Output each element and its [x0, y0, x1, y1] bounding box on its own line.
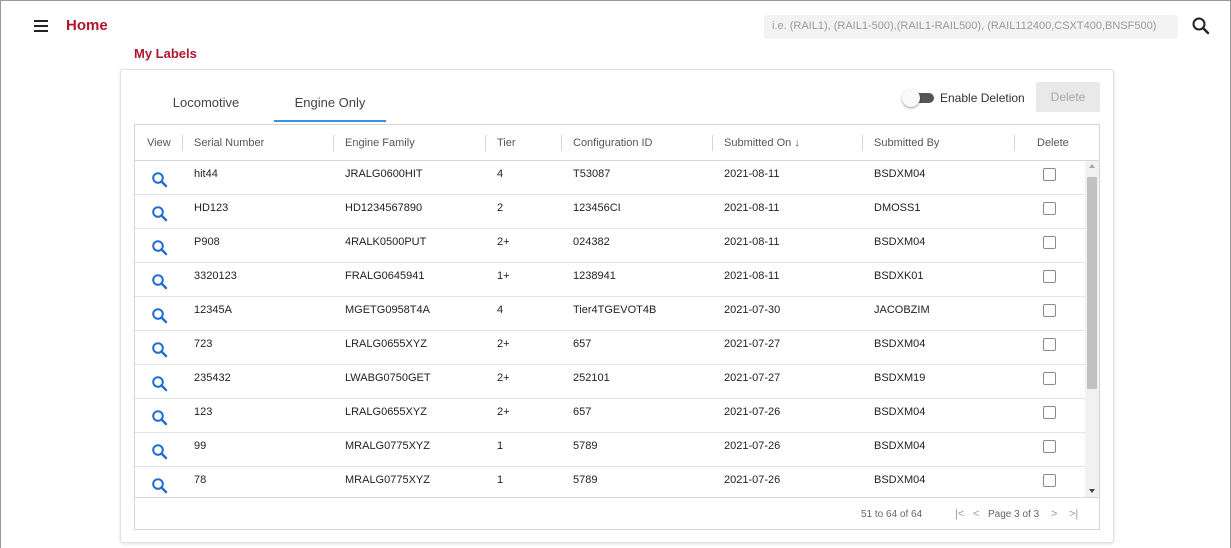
table-header [135, 125, 1099, 161]
serial-number-cell: HD123 [194, 202, 229, 214]
row-range-text: 51 to 64 of 64 [861, 509, 923, 520]
previous-page-icon[interactable]: < [973, 508, 980, 520]
table-row[interactable] [135, 365, 1085, 399]
submitted-by-cell: BSDXM04 [874, 338, 926, 350]
delete-checkbox[interactable] [1043, 406, 1056, 419]
serial-number-cell: 78 [194, 474, 207, 486]
submitted-on-cell: 2021-07-30 [724, 304, 781, 316]
scroll-up-arrow-icon[interactable] [1089, 164, 1095, 168]
configuration-id-cell: 5789 [573, 440, 598, 452]
scroll-thumb[interactable] [1087, 177, 1097, 389]
delete-checkbox[interactable] [1043, 474, 1056, 487]
last-page-icon[interactable]: >| [1069, 508, 1079, 520]
table-row[interactable] [135, 297, 1085, 331]
delete-checkbox[interactable] [1043, 236, 1056, 249]
serial-number-cell: hit44 [194, 168, 218, 180]
configuration-id-cell: 024382 [573, 236, 610, 248]
scroll-down-arrow-icon[interactable] [1089, 489, 1095, 493]
table-row[interactable] [135, 263, 1085, 297]
page-indicator: Page 3 of 3 [988, 509, 1040, 520]
table-row[interactable] [135, 229, 1085, 263]
submitted-on-cell: 2021-08-11 [724, 202, 780, 214]
submitted-by-cell: BSDXM04 [874, 440, 926, 452]
serial-number-cell: 723 [194, 338, 213, 350]
view-magnifier-icon[interactable] [151, 443, 169, 461]
submitted-by-cell: DMOSS1 [874, 202, 921, 214]
configuration-id-cell: 1238941 [573, 270, 616, 282]
view-magnifier-icon[interactable] [151, 273, 169, 291]
tab-engine-only[interactable]: Engine Only [294, 95, 366, 110]
search-input[interactable]: i.e. (RAIL1), (RAIL1-500),(RAIL1-RAIL500), (RAIL112400,CSXT400,BNSF500) [764, 15, 1178, 39]
submitted-by-cell: BSDXM04 [874, 474, 926, 486]
column-header-view[interactable]: View [147, 137, 171, 149]
view-magnifier-icon[interactable] [151, 239, 169, 257]
submitted-by-cell: BSDXM04 [874, 236, 926, 248]
column-header-tier[interactable]: Tier [497, 137, 516, 149]
table-row[interactable] [135, 195, 1085, 229]
serial-number-cell: 235432 [194, 372, 231, 384]
tier-cell: 1+ [497, 270, 510, 282]
delete-checkbox[interactable] [1043, 440, 1056, 453]
engine-family-cell: 4RALK0500PUT [345, 236, 427, 248]
submitted-on-cell: 2021-08-11 [724, 270, 780, 282]
delete-checkbox[interactable] [1043, 270, 1056, 283]
search-icon[interactable] [1191, 16, 1211, 36]
active-tab-indicator [274, 120, 386, 122]
column-header-submitted-on[interactable] [712, 125, 800, 161]
tier-cell: 4 [497, 304, 504, 316]
delete-button[interactable]: Delete [1036, 82, 1100, 112]
submitted-on-cell: 2021-08-11 [724, 168, 780, 180]
delete-checkbox[interactable] [1043, 168, 1056, 181]
serial-number-cell: 3320123 [194, 270, 237, 282]
delete-checkbox[interactable] [1043, 338, 1056, 351]
top-bar [0, 0, 1231, 50]
submitted-on-cell: 2021-07-27 [724, 372, 781, 384]
submitted-on-label: Submitted On [724, 137, 792, 149]
configuration-id-cell: 252101 [573, 372, 610, 384]
submitted-on-cell: 2021-08-11 [724, 236, 780, 248]
table-row[interactable] [135, 433, 1085, 467]
configuration-id-cell: 123456CI [573, 202, 621, 214]
table-row[interactable] [135, 331, 1085, 365]
submitted-on-cell: 2021-07-26 [724, 474, 781, 486]
tier-cell: 1 [497, 474, 504, 486]
engine-family-cell: FRALG0645941 [345, 270, 425, 282]
configuration-id-cell: T53087 [573, 168, 611, 180]
tier-cell: 2+ [497, 236, 510, 248]
submitted-on-cell: 2021-07-26 [724, 440, 781, 452]
serial-number-cell: 99 [194, 440, 207, 452]
delete-checkbox[interactable] [1043, 304, 1056, 317]
column-header-submitted-by[interactable]: Submitted By [874, 137, 940, 149]
column-header-engine-family[interactable]: Engine Family [345, 137, 415, 149]
configuration-id-cell: 657 [573, 406, 592, 418]
submitted-by-cell: BSDXK01 [874, 270, 924, 282]
submitted-by-cell: BSDXM04 [874, 406, 926, 418]
serial-number-cell: P908 [194, 236, 220, 248]
configuration-id-cell: Tier4TGEVOT4B [573, 304, 657, 316]
engine-family-cell: MRALG0775XYZ [345, 440, 430, 452]
tab-locomotive[interactable]: Locomotive [172, 95, 240, 110]
view-magnifier-icon[interactable] [151, 205, 169, 223]
first-page-icon[interactable]: |< [955, 508, 965, 520]
serial-number-cell: 123 [194, 406, 213, 418]
sort-descending-icon: ↓ [794, 137, 800, 149]
configuration-id-cell: 5789 [573, 474, 598, 486]
engine-family-cell: LRALG0655XYZ [345, 406, 427, 418]
delete-checkbox[interactable] [1043, 202, 1056, 215]
submitted-by-cell: BSDXM19 [874, 372, 926, 384]
submitted-by-cell: JACOBZIM [874, 304, 930, 316]
tier-cell: 2+ [497, 372, 510, 384]
serial-number-cell: 12345A [194, 304, 232, 316]
engine-family-cell: MRALG0775XYZ [345, 474, 430, 486]
submitted-by-cell: BSDXM04 [874, 168, 926, 180]
engine-family-cell: HD1234567890 [345, 202, 423, 214]
table-body [135, 161, 1085, 497]
table-row[interactable] [135, 467, 1085, 497]
app-title[interactable]: Home [66, 17, 108, 34]
column-header-configuration-id[interactable]: Configuration ID [573, 137, 653, 149]
view-magnifier-icon[interactable] [151, 375, 169, 393]
engine-family-cell: LRALG0655XYZ [345, 338, 427, 350]
table-row[interactable] [135, 161, 1085, 195]
enable-deletion-toggle[interactable] [902, 91, 936, 105]
tier-cell: 4 [497, 168, 504, 180]
column-header-serial-number[interactable]: Serial Number [194, 137, 265, 149]
engine-family-cell: MGETG0958T4A [345, 304, 430, 316]
view-magnifier-icon[interactable] [151, 477, 169, 495]
view-magnifier-icon[interactable] [151, 307, 169, 325]
engine-family-cell: JRALG0600HIT [345, 168, 423, 180]
tier-cell: 2+ [497, 338, 510, 350]
column-header-delete[interactable]: Delete [1037, 137, 1069, 149]
tier-cell: 1 [497, 440, 504, 452]
page-title: My Labels [134, 46, 197, 61]
view-magnifier-icon[interactable] [151, 171, 169, 189]
tier-cell: 2 [497, 202, 504, 214]
configuration-id-cell: 657 [573, 338, 592, 350]
engine-family-cell: LWABG0750GET [345, 372, 431, 384]
hamburger-menu-icon[interactable] [34, 20, 48, 32]
table-row[interactable] [135, 399, 1085, 433]
tier-cell: 2+ [497, 406, 510, 418]
labels-table [134, 124, 1100, 530]
submitted-on-cell: 2021-07-27 [724, 338, 781, 350]
table-scrollbar[interactable] [1085, 161, 1099, 497]
next-page-icon[interactable]: > [1051, 508, 1058, 520]
view-magnifier-icon[interactable] [151, 409, 169, 427]
view-magnifier-icon[interactable] [151, 341, 169, 359]
pagination-bar [135, 497, 1099, 529]
submitted-on-cell: 2021-07-26 [724, 406, 781, 418]
delete-checkbox[interactable] [1043, 372, 1056, 385]
enable-deletion-label: Enable Deletion [940, 91, 1025, 105]
